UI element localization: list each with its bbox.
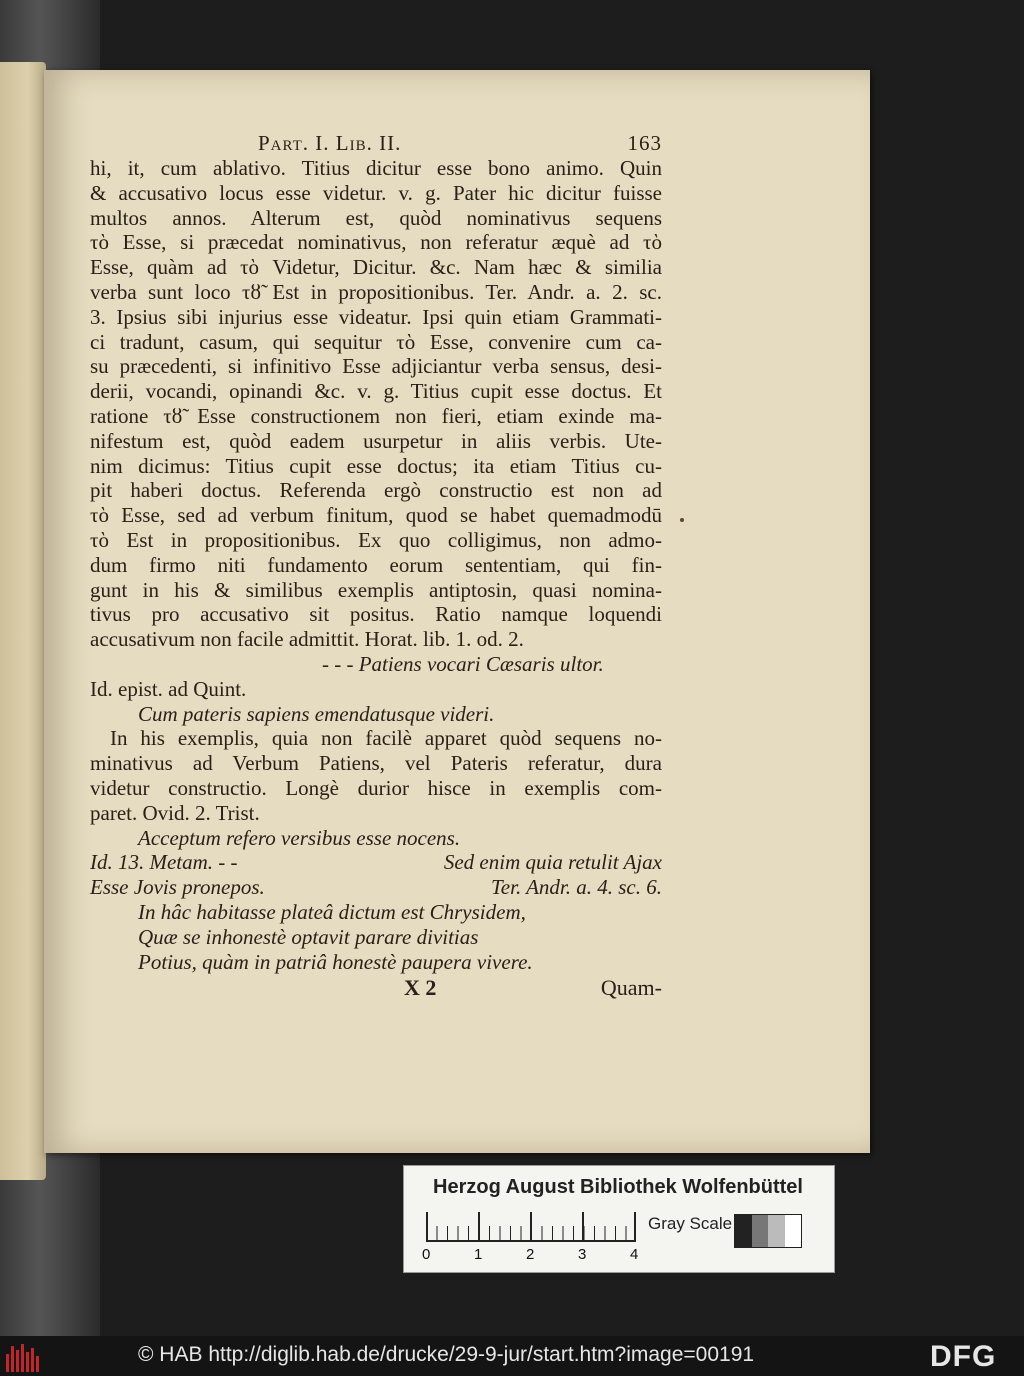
running-header: [90, 131, 662, 155]
main-paragraph: [90, 156, 662, 652]
text-line: nim dicimus: Titius cupit esse doctus; ita etiam Titius cu-: [90, 453, 662, 478]
text-line: nifestum est, quòd eadem usurpetur in aliis verbis. Ute-: [90, 428, 662, 453]
reference-right: Ter. Andr. a. 4. sc. 6.: [491, 875, 662, 900]
text-line: 3. Ipsius sibi injurius esse videatur. Ipsi quin etiam Grammati-: [90, 304, 662, 329]
gray-swatch: [752, 1215, 769, 1247]
reference-left: Id. 13. Metam. - -: [90, 850, 238, 875]
dfg-logo: DFG: [930, 1340, 997, 1373]
text-line: tivus pro accusativo sit positus. Ratio namque loquendi: [90, 602, 662, 627]
page-number: 163: [627, 131, 662, 155]
gray-swatch: [768, 1215, 785, 1247]
text-line: accusativum non facile admittit. Horat. lib. 1. od. 2.: [90, 627, 524, 652]
catchword: Quam-: [600, 975, 662, 1001]
reference-line: [90, 875, 662, 900]
text-line: derii, vocandi, opinandi &c. v. g. Titius cupit esse doctus. Et: [90, 379, 662, 404]
hab-logo-icon: [6, 1342, 40, 1372]
text-line: & accusativo locus esse videtur. v. g. Pater hic dicitur fuisse: [90, 180, 662, 205]
text-line: τὸ Est in propositionibus. Ex quo colligimus, non admo-: [90, 527, 662, 552]
text-line: ci tradunt, casum, qui sequitur τὸ Esse, convenire cum ca-: [90, 329, 662, 354]
text-line: τὸ Esse, sed ad verbum finitum, quod se habet quemadmodū: [90, 503, 662, 528]
library-scale-card: [403, 1165, 835, 1273]
text-line: dum firmo niti fundamento eorum sententiam, qui fin-: [90, 552, 662, 577]
text-line: su præcedenti, si infinitivo Esse adjiciantur verba sensus, desi-: [90, 354, 662, 379]
text-line: pit haberi doctus. Referenda ergò constructio est non ad: [90, 478, 662, 503]
reference-left: Esse Jovis pronepos.: [90, 875, 265, 900]
scale-number: 1: [474, 1246, 483, 1263]
text-line: minativus ad Verbum Patiens, vel Pateris referatur, dura: [90, 751, 662, 776]
text-line: ratione τȣ̃ Esse constructionem non fieri, etiam exinde ma-: [90, 403, 662, 428]
gray-scale-label: Gray Scale: [648, 1214, 733, 1233]
scale-number: 3: [578, 1246, 587, 1263]
verse-line: Cum pateris sapiens emendatusque videri.: [138, 701, 495, 726]
scale-number: 4: [630, 1246, 639, 1263]
text-line: In his exemplis, quia non facilè apparet quòd sequens no-: [110, 726, 662, 751]
verse-line: Acceptum refero versibus esse nocens.: [138, 825, 461, 850]
text-line: videtur constructio. Longè durior hisce in exemplis com-: [90, 775, 662, 800]
verse-line: Quæ se inhonestè optavit parare divitias: [138, 924, 479, 949]
text-line: gunt in his & similibus exemplis antiptosin, quasi nomina-: [90, 577, 662, 602]
source-url-text[interactable]: © HAB http://diglib.hab.de/drucke/29-9-jur/start.htm?image=00191: [138, 1343, 755, 1366]
library-name: Herzog August Bibliothek Wolfenbüttel: [433, 1176, 803, 1198]
text-line: τὸ Esse, si præcedat nominativus, non referatur æquè ad τὸ: [90, 230, 662, 255]
signature-mark: X 2: [404, 975, 437, 1001]
reference-right: Sed enim quia retulit Ajax: [443, 850, 662, 875]
reference-line: [90, 850, 662, 875]
gray-swatch: [785, 1215, 802, 1247]
scale-number: 2: [526, 1246, 535, 1263]
text-line: hi, it, cum ablativo. Titius dicitur esse bono animo. Quin: [90, 156, 662, 180]
reference-line: Id. epist. ad Quint.: [90, 676, 247, 701]
text-line: paret. Ovid. 2. Trist.: [90, 800, 260, 825]
text-line: Esse, quàm ad τὸ Videtur, Dicitur. &c. Nam hæc & similia: [90, 255, 662, 280]
text-line: verba sunt loco τȣ̃ Est in propositionibus. Ter. Andr. a. 2. sc.: [90, 279, 662, 304]
second-paragraph: [90, 726, 662, 825]
verse-line: - - - Patiens vocari Cæsaris ultor.: [322, 651, 604, 676]
scale-ruler: [426, 1212, 636, 1242]
scale-number: 0: [422, 1246, 431, 1263]
ink-speck: [680, 518, 684, 522]
previous-page-edge: [0, 62, 46, 1180]
gray-scale-swatches: [734, 1214, 802, 1248]
page-text: [90, 131, 662, 1001]
verse-line: In hâc habitasse plateâ dictum est Chrysidem,: [138, 899, 526, 924]
gray-swatch: [735, 1215, 752, 1247]
running-title: Part. I. Lib. II.: [258, 131, 402, 155]
verse-line: Potius, quàm in patriâ honestè paupera vivere.: [138, 949, 533, 974]
text-line: multos annos. Alterum est, quòd nominativus sequens: [90, 205, 662, 230]
page-footer: [90, 976, 662, 1001]
